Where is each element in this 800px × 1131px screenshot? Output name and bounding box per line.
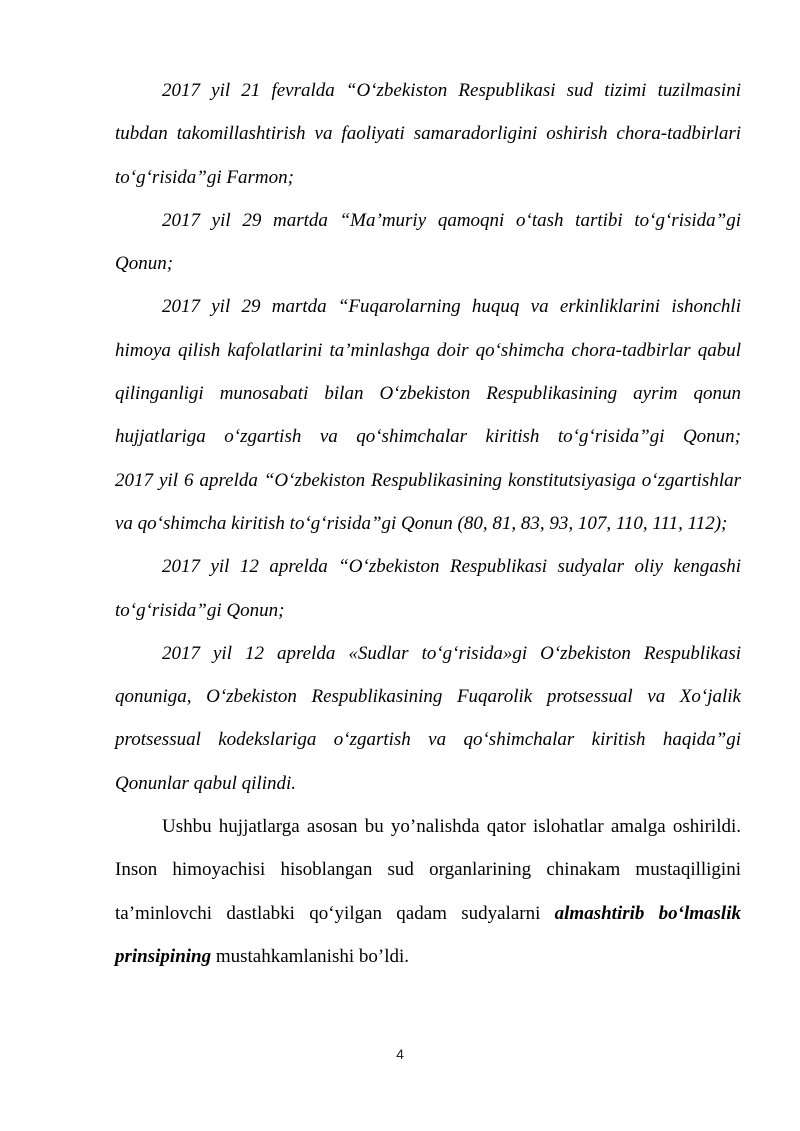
law-2017-04-06-constitution-paragraph: 2017 yil 6 aprelda “O‘zbekiston Respublikasining konstitutsiyasiga o‘zgartishlar va qo‘shimcha kiritish to‘g‘risida”gi Qonun (80, 81, 83, 93, 107, 110, 111, 112); bbox=[115, 469, 741, 534]
document-body bbox=[115, 69, 741, 978]
law-2017-03-29-administrative-arrest-paragraph: 2017 yil 29 martda “Ma’muriy qamoqni o‘tash tartibi to‘g‘risida”gi Qonun; bbox=[115, 209, 741, 275]
page-number: 4 bbox=[396, 1046, 404, 1062]
closing-text-before: Ushbu hujjatlarga asosan bu yo’nalishda qator islohatlar amalga oshirildi. Inson himoyachisi hisoblangan sud organlarining chinakam mustaqilligini ta’minlovchi dastlabki qo‘yilgan qadam sudyalarni bbox=[115, 816, 741, 924]
law-2017-04-12-courts-paragraph: 2017 yil 12 aprelda «Sudlar to‘g‘risida»gi O‘zbekiston Respublikasi qonuniga, O‘zbekiston Respublikasining Fuqarolik protsessual va Xo‘jalik protsessual kodekslariga o‘zgartish va qo‘shimchalar kiritish haqida”gi Qonunlar qabul qilindi. bbox=[115, 642, 741, 794]
law-2017-03-29-citizens-rights-paragraph: 2017 yil 29 martda “Fuqarolarning huquq va erkinliklarini ishonchli himoya qilish kafolatlarini ta’minlashga doir qo‘shimcha chora-tadbirlar qabul qilinganligi munosabati bilan O‘zbekiston Respublikasining ayrim qonun hujjatlariga o‘zgartish va qo‘shimchalar kiritish to‘g‘risida”gi Qonun; bbox=[115, 296, 741, 448]
closing-emphasis: almashtirib bo‘lmaslik prinsipining bbox=[115, 902, 741, 967]
law-2017-04-12-judicial-council-paragraph: 2017 yil 12 aprelda “O‘zbekiston Respublikasi sudyalar oliy kengashi to‘g‘risida”gi Qonun; bbox=[115, 556, 741, 621]
closing-text-after: mustahkamlanishi bo’ldi. bbox=[211, 945, 410, 967]
closing-paragraph bbox=[115, 805, 741, 978]
decree-2017-02-21-paragraph: 2017 yil 21 fevralda “O‘zbekiston Respublikasi sud tizimi tuzilmasini tubdan takomillashtirish va faoliyati samaradorligini oshirish chora-tadbirlari to‘g‘risida”gi Farmon; bbox=[115, 80, 741, 188]
